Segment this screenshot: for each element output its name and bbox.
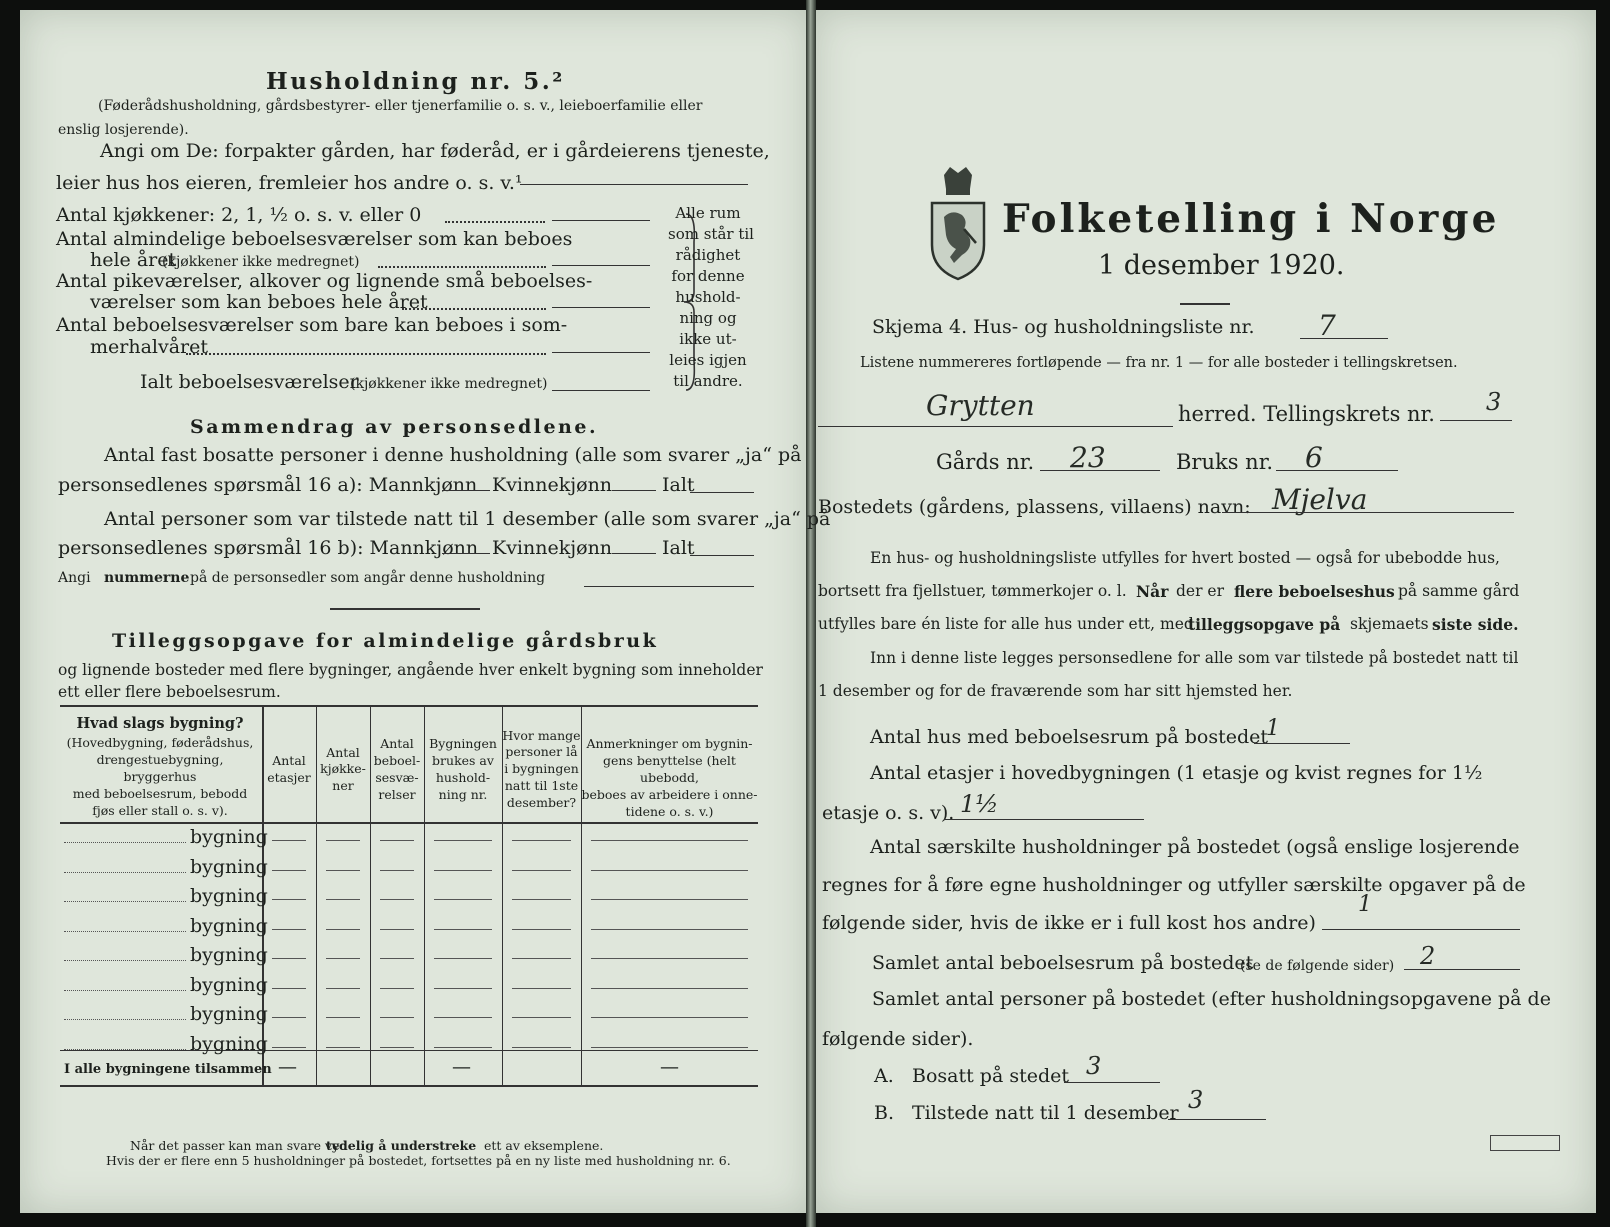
total-dash-household: — bbox=[452, 1056, 471, 1078]
instr-line-3d: siste side. bbox=[1432, 615, 1519, 634]
total-rooms-right-line bbox=[1404, 969, 1520, 970]
numbering-note: Listene nummereres fortløpende — fra nr. 1 — for alle bosteder i tellingskretsen. bbox=[860, 355, 1458, 371]
column-header bbox=[262, 753, 316, 787]
column-header bbox=[424, 736, 502, 804]
table-cell-blank bbox=[591, 870, 748, 871]
summary-total-line-b bbox=[690, 555, 754, 556]
table-cell-blank bbox=[512, 840, 571, 841]
brace-note-line: Alle rum bbox=[675, 204, 741, 222]
table-cell-blank bbox=[326, 1047, 360, 1048]
summary-line-2: personsedlenes spørsmål 16 a): Mannkjønn bbox=[58, 474, 478, 496]
table-cell-blank bbox=[512, 988, 571, 989]
numbers-label-c: på de personsedler som angår denne husholdning bbox=[190, 570, 546, 586]
angi-answer-line bbox=[520, 184, 748, 185]
instr-line-2c: der er bbox=[1176, 582, 1225, 600]
total-persons-line-1: Samlet antal personer på bostedet (efter husholdningsopgavene på de bbox=[872, 988, 1551, 1010]
houses-label: Antal hus med beboelsesrum på bostedet bbox=[870, 726, 1269, 748]
ordinary-rooms-line-1: Antal almindelige beboelsesværelser som kan beboes bbox=[56, 228, 573, 250]
page-fold bbox=[806, 0, 816, 1227]
municipality-label: herred. Tellingskrets nr. bbox=[1178, 402, 1435, 426]
resident-label: Bosatt på stedet bbox=[912, 1065, 1069, 1087]
table-cell-blank bbox=[591, 899, 748, 900]
place-name-line bbox=[1222, 512, 1514, 513]
brace-note-line: leies igjen bbox=[669, 351, 747, 369]
building-row-label: bygning bbox=[190, 855, 268, 878]
column-header-line: desember? bbox=[506, 795, 577, 810]
district-line bbox=[1440, 420, 1512, 421]
column-header-line: Hvor mange bbox=[502, 727, 581, 743]
instr-line-3c: skjemaets bbox=[1350, 615, 1429, 633]
floors-line bbox=[944, 819, 1144, 820]
farm-no-value: 23 bbox=[1070, 441, 1106, 474]
angi-line-2: leier hus hos eieren, fremleier hos andre o. s. v.¹ bbox=[56, 172, 523, 194]
angi-line-1: Angi om De: forpakter gården, har føderåd, er i gårdeierens tjeneste, bbox=[100, 140, 770, 162]
municipality-line bbox=[818, 426, 1173, 427]
table-cell-blank bbox=[591, 988, 748, 989]
title-divider bbox=[1180, 303, 1230, 305]
table-cell-blank bbox=[326, 1017, 360, 1018]
instr-line-5: 1 desember og for de fraværende som har sitt hjemsted her. bbox=[818, 682, 1293, 700]
total-persons-line-2: følgende sider). bbox=[822, 1028, 974, 1050]
column-header-line: personer lå bbox=[505, 744, 578, 760]
table-cell-blank bbox=[591, 958, 748, 959]
table-cell-blank bbox=[512, 870, 571, 871]
census-date: 1 desember 1920. bbox=[1098, 250, 1345, 281]
ordinary-rooms-dots bbox=[378, 266, 546, 268]
column-header-line: Antal bbox=[326, 744, 360, 760]
table-cell-blank bbox=[326, 958, 360, 959]
table-cell-blank bbox=[434, 958, 492, 959]
table-cell-blank bbox=[272, 958, 306, 959]
building-row-answer-line bbox=[64, 990, 186, 991]
ordinary-rooms-line-2a: hele året bbox=[90, 249, 177, 271]
col-building-type-desc bbox=[60, 735, 260, 819]
summary-total-label-a: Ialt bbox=[662, 474, 695, 496]
instr-line-4: Inn i denne liste legges personsedlene for alle som var tilstede på bostedet natt til bbox=[870, 649, 1519, 667]
table-header-rule bbox=[60, 822, 758, 824]
column-header-line: ner bbox=[332, 778, 354, 794]
summer-rooms-line-1: Antal beboelsesværelser som bare kan beboes i som- bbox=[56, 314, 568, 336]
column-header-line: sesvæ- bbox=[375, 769, 419, 785]
schema-number-value: 7 bbox=[1318, 309, 1336, 342]
column-header bbox=[581, 736, 758, 820]
table-cell-blank bbox=[272, 1047, 306, 1048]
table-cell-blank bbox=[326, 929, 360, 930]
table-top-rule bbox=[60, 705, 758, 707]
supplement-title: Tilleggsopgave for almindelige gårdsbruk bbox=[112, 630, 659, 652]
column-header-line: hushold- bbox=[435, 769, 491, 785]
holding-no-value: 6 bbox=[1305, 441, 1323, 474]
brace-note-line: rådighet bbox=[675, 246, 741, 264]
column-header-line: Antal bbox=[272, 753, 306, 768]
table-cell-blank bbox=[591, 1047, 748, 1048]
present-letter: B. bbox=[874, 1102, 895, 1124]
summary-female-label-a: Kvinnekjønn bbox=[492, 474, 613, 496]
place-name-value: Mjelva bbox=[1272, 483, 1368, 516]
table-cell-blank bbox=[380, 840, 414, 841]
total-rooms-label-a: Ialt beboelsesværelser bbox=[140, 371, 359, 393]
summary-line-1: Antal fast bosatte personer i denne husholdning (alle som svarer „ja“ på bbox=[104, 444, 802, 466]
table-total-label: I alle bygningene tilsammen bbox=[64, 1062, 272, 1077]
brace-note-line: for denne bbox=[671, 267, 745, 285]
instr-line-2e: på samme gård bbox=[1398, 582, 1520, 600]
total-rooms-right-label-b: (se de følgende sider) bbox=[1240, 958, 1395, 974]
building-row-label: bygning bbox=[190, 826, 268, 848]
table-cell-blank bbox=[272, 840, 306, 841]
column-header-line: beboel- bbox=[373, 752, 421, 768]
building-row-answer-line bbox=[64, 842, 186, 843]
summary-title: Sammendrag av personsedlene. bbox=[190, 416, 599, 438]
table-cell-blank bbox=[591, 840, 748, 841]
table-bottom-rule bbox=[60, 1085, 758, 1087]
households-value: 1 bbox=[1358, 892, 1372, 917]
building-row-label: bygning bbox=[190, 973, 268, 996]
building-row-label: bygning bbox=[190, 1003, 268, 1025]
intro-line-1: (Føderådshusholdning, gårdsbestyrer- eller tjenerfamilie o. s. v., leieboerfamilie eller bbox=[98, 98, 703, 114]
table-cell-blank bbox=[434, 1017, 492, 1018]
households-line bbox=[1322, 929, 1520, 930]
present-value: 3 bbox=[1188, 1086, 1204, 1114]
building-row-label: bygning bbox=[190, 885, 268, 907]
total-rooms-label-b: (kjøkkener ikke medregnet) bbox=[350, 376, 548, 392]
summer-rooms-answer-line bbox=[552, 352, 650, 353]
column-header-line: kjøkke- bbox=[320, 761, 366, 777]
table-cell-blank bbox=[434, 899, 492, 900]
column-header bbox=[370, 736, 424, 804]
instr-line-2a: bortsett fra fjellstuer, tømmerkojer o. l. bbox=[818, 582, 1127, 600]
maid-rooms-line-2: værelser som kan beboes hele året bbox=[90, 291, 428, 313]
building-row-answer-line bbox=[64, 872, 186, 873]
column-header bbox=[316, 745, 370, 796]
district-value: 3 bbox=[1486, 388, 1502, 416]
floors-line-2: etasje o. s. v). bbox=[822, 802, 955, 824]
table-cell-blank bbox=[434, 840, 492, 841]
building-row-answer-line bbox=[64, 1049, 186, 1050]
table-cell-blank bbox=[512, 958, 571, 959]
building-row-answer-line bbox=[64, 1019, 186, 1020]
column-header-line: etasjer bbox=[267, 769, 311, 785]
column-header-line: ning nr. bbox=[438, 786, 488, 802]
table-cell-blank bbox=[512, 899, 571, 900]
summer-rooms-dots bbox=[186, 353, 546, 355]
table-cell-blank bbox=[326, 988, 360, 989]
building-type-desc-line: med beboelsesrum, bebodd bbox=[72, 785, 248, 801]
table-cell-blank bbox=[512, 929, 571, 930]
holding-no-line bbox=[1276, 470, 1398, 471]
main-title: Folketelling i Norge bbox=[1002, 196, 1500, 242]
table-cell-blank bbox=[512, 1047, 571, 1048]
table-cell-blank bbox=[380, 958, 414, 959]
numbers-label-a: Angi bbox=[58, 570, 91, 586]
table-cell-blank bbox=[380, 1047, 414, 1048]
building-row-answer-line bbox=[64, 931, 186, 932]
total-rooms-right-value: 2 bbox=[1420, 942, 1436, 970]
column-header-line: brukes av bbox=[432, 752, 494, 768]
schema-label: Skjema 4. Hus- og husholdningsliste nr. bbox=[872, 316, 1255, 338]
intro-line-2: enslig losjerende). bbox=[58, 122, 189, 138]
brace-note-line: ikke ut- bbox=[679, 330, 737, 348]
kitchens-dots bbox=[445, 221, 545, 223]
table-cell-blank bbox=[434, 1047, 492, 1048]
brace-note-line: til andre. bbox=[673, 372, 743, 390]
table-cell-blank bbox=[512, 1017, 571, 1018]
table-cell-blank bbox=[380, 988, 414, 989]
column-header-line: beboes av arbeidere i onne- bbox=[581, 786, 758, 802]
holding-no-label: Bruks nr. bbox=[1176, 450, 1274, 474]
total-rooms-answer-line bbox=[552, 390, 650, 391]
table-cell-blank bbox=[380, 1017, 414, 1018]
total-dash-floors: — bbox=[278, 1056, 297, 1078]
households-line-1: Antal særskilte husholdninger på bostedet (også enslige losjerende bbox=[870, 836, 1520, 858]
houses-line bbox=[1254, 743, 1350, 744]
table-cell-blank bbox=[434, 929, 492, 930]
resident-value: 3 bbox=[1086, 1052, 1102, 1080]
table-cell-blank bbox=[272, 899, 306, 900]
building-type-desc-line: fjøs eller stall o. s. v). bbox=[92, 802, 228, 818]
houses-value: 1 bbox=[1266, 716, 1280, 741]
kitchens-label: Antal kjøkkener: 2, 1, ½ o. s. v. eller 0 bbox=[56, 204, 422, 226]
building-type-desc-line: drengestuebygning, bryggerhus bbox=[96, 751, 224, 784]
ordinary-rooms-answer-line bbox=[552, 265, 650, 266]
column-header bbox=[502, 728, 581, 812]
households-line-2: regnes for å føre egne husholdninger og utfyller særskilte opgaver på de bbox=[822, 874, 1526, 896]
table-cell-blank bbox=[591, 1017, 748, 1018]
instr-line-2d: flere beboelseshus bbox=[1234, 582, 1395, 601]
total-dash-remarks: — bbox=[660, 1056, 679, 1078]
table-cell-blank bbox=[434, 988, 492, 989]
table-cell-blank bbox=[380, 870, 414, 871]
table-cell-blank bbox=[380, 929, 414, 930]
column-header-line: Antal bbox=[380, 736, 414, 751]
place-name-label: Bostedets (gårdens, plassens, villaens) navn: bbox=[818, 496, 1251, 518]
summer-rooms-line-2: merhalvåret bbox=[90, 336, 209, 358]
column-header-line: Bygningen bbox=[429, 736, 497, 751]
farm-no-label: Gårds nr. bbox=[936, 450, 1035, 474]
norway-coat-of-arms-icon bbox=[928, 165, 988, 283]
table-cell-blank bbox=[434, 870, 492, 871]
households-line-3: følgende sider, hvis de ikke er i full kost hos andre) bbox=[822, 912, 1316, 934]
section-divider bbox=[330, 608, 480, 610]
summary-total-line-a bbox=[690, 492, 754, 493]
table-cell-blank bbox=[326, 899, 360, 900]
resident-line bbox=[1064, 1082, 1160, 1083]
footnote-2: Hvis der er flere enn 5 husholdninger på bostedet, fortsettes på en ny liste med husholdning nr. 6. bbox=[106, 1153, 731, 1168]
brace-note-line: ning og bbox=[679, 309, 737, 327]
brace-note-line: som står til bbox=[668, 225, 754, 243]
schema-number-line bbox=[1300, 338, 1388, 339]
floors-line-1: Antal etasjer i hovedbygningen (1 etasje og kvist regnes for 1½ bbox=[870, 762, 1483, 784]
summary-female-line-a bbox=[612, 490, 656, 491]
table-cell-blank bbox=[272, 988, 306, 989]
ordinary-rooms-line-2b: (kjøkkener ikke medregnet) bbox=[162, 254, 360, 270]
table-cell-blank bbox=[380, 899, 414, 900]
building-row-answer-line bbox=[64, 901, 186, 902]
table-cell-blank bbox=[272, 929, 306, 930]
summary-male-line-a bbox=[442, 490, 490, 491]
column-header-line: i bygningen bbox=[504, 761, 579, 777]
building-row-label: bygning bbox=[190, 914, 268, 937]
household-title: Husholdning nr. 5.² bbox=[266, 68, 565, 95]
column-header-line: natt til 1ste bbox=[504, 778, 579, 794]
summary-line-3: Antal personer som var tilstede natt til 1 desember (alle som svarer „ja“ på bbox=[104, 508, 831, 530]
numbers-label-b: nummerne bbox=[104, 570, 190, 586]
table-cell-blank bbox=[272, 870, 306, 871]
table-cell-blank bbox=[326, 870, 360, 871]
footnote-1c: ett av eksemplene. bbox=[484, 1138, 604, 1153]
maid-rooms-answer-line bbox=[552, 307, 650, 308]
column-header-line: relser bbox=[378, 786, 416, 802]
footnote-1a: Når det passer kan man svare ved bbox=[130, 1138, 348, 1153]
maid-rooms-dots bbox=[402, 308, 546, 310]
summary-total-label-b: Ialt bbox=[662, 537, 695, 559]
present-label: Tilstede natt til 1 desember bbox=[912, 1102, 1179, 1124]
column-header-line: Anmerkninger om bygnin- bbox=[586, 736, 753, 751]
instr-line-3a: utfylles bare én liste for alle hus under ett, med bbox=[818, 615, 1194, 633]
table-body-rule bbox=[60, 1050, 758, 1051]
table-cell-blank bbox=[326, 840, 360, 841]
building-row-label: bygning bbox=[190, 1032, 268, 1055]
municipality-value: Grytten bbox=[926, 389, 1035, 422]
total-rooms-right-label-a: Samlet antal beboelsesrum på bostedet bbox=[872, 952, 1254, 974]
supplement-line-1: og lignende bosteder med flere bygninger, angående hver enkelt bygning som inneholder bbox=[58, 661, 763, 679]
column-header-line: tidene o. s. v.) bbox=[625, 803, 714, 819]
instr-line-1: En hus- og husholdningsliste utfylles for hvert bosted — også for ubebodde hus, bbox=[870, 549, 1500, 567]
building-type-desc-line: (Hovedbygning, føderådshus, bbox=[66, 735, 254, 750]
instr-line-3b: tilleggsopgave på bbox=[1188, 615, 1341, 634]
farm-no-line bbox=[1040, 470, 1160, 471]
column-header-line: gens benyttelse (helt ubebodd, bbox=[603, 752, 736, 785]
footnote-1b: tydelig å understreke bbox=[326, 1138, 477, 1153]
numbers-answer-line bbox=[584, 586, 754, 587]
summary-male-line-b bbox=[442, 553, 490, 554]
col-building-type-title: Hvad slags bygning? bbox=[76, 715, 244, 732]
floors-value: 1½ bbox=[960, 790, 999, 818]
printer-stamp bbox=[1490, 1135, 1560, 1151]
table-cell-blank bbox=[591, 929, 748, 930]
supplement-line-2: ett eller flere beboelsesrum. bbox=[58, 683, 281, 701]
summary-female-label-b: Kvinnekjønn bbox=[492, 537, 613, 559]
table-cell-blank bbox=[272, 1017, 306, 1018]
brace-note-line: hushold- bbox=[675, 288, 741, 306]
resident-letter: A. bbox=[874, 1065, 894, 1087]
present-line bbox=[1168, 1119, 1266, 1120]
kitchens-answer-line bbox=[552, 220, 650, 221]
building-row-answer-line bbox=[64, 960, 186, 961]
building-row-label: bygning bbox=[190, 944, 268, 966]
summary-line-4: personsedlenes spørsmål 16 b): Mannkjønn bbox=[58, 537, 479, 559]
maid-rooms-line-1: Antal pikeværelser, alkover og lignende små beboelses- bbox=[56, 270, 593, 292]
instr-line-2b: Når bbox=[1136, 582, 1169, 601]
summary-female-line-b bbox=[612, 553, 656, 554]
